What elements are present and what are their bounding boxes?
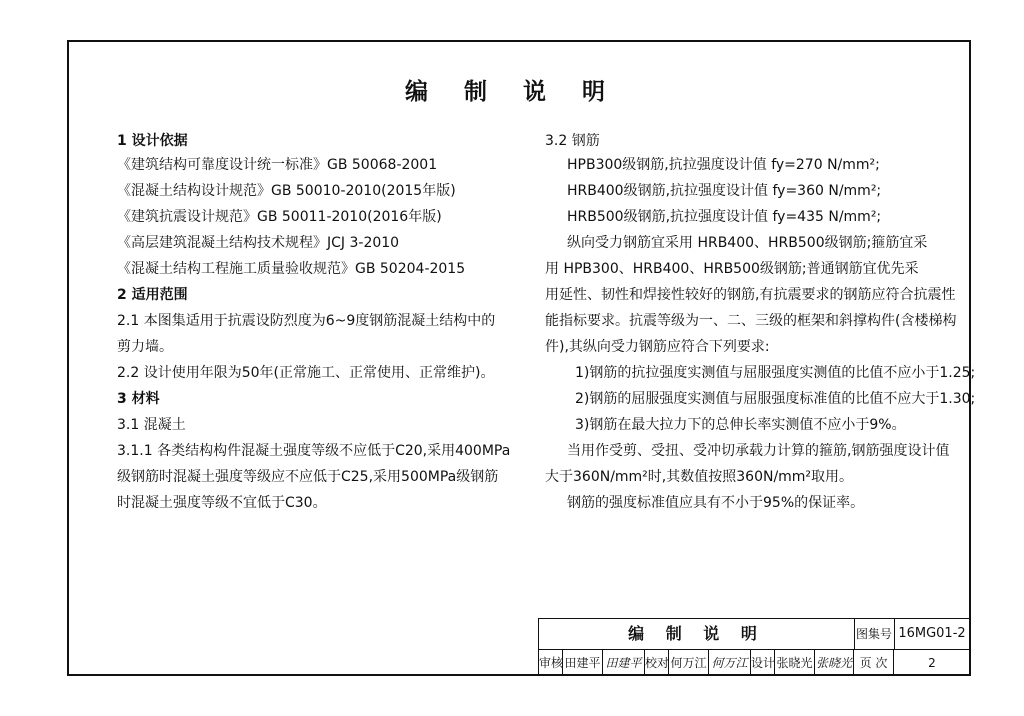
paragraph-line: 3.1.1 各类结构构件混凝土强度等级不应低于C20,采用400MPa xyxy=(117,443,511,459)
atlas-number-label: 图集号 xyxy=(854,619,895,649)
paragraph-line: 大于360N/mm²时,其数值按照360N/mm²取用。 xyxy=(545,469,854,485)
title-block-signature-row xyxy=(539,649,970,676)
checker-signature: 何万江 xyxy=(709,650,751,676)
checker-name: 何万江 xyxy=(669,650,709,676)
reviewer-name: 田建平 xyxy=(563,650,603,676)
paragraph-line: 级钢筋时混凝土强度等级应不应低于C25,采用500MPa级钢筋 xyxy=(117,469,499,485)
atlas-number: 16MG01-2 xyxy=(898,626,966,641)
subsection-heading-concrete: 3.1 混凝土 xyxy=(117,417,186,433)
requirement-item: 3)钢筋在最大拉力下的总伸长率实测值不应小于9%。 xyxy=(575,417,906,433)
paragraph-line: 用 HPB300、HRB400、HRB500级钢筋;普通钢筋宜优先采 xyxy=(545,261,919,277)
requirement-item: 1)钢筋的抗拉强度实测值与屈服强度实测值的比值不应小于1.25; xyxy=(575,365,976,381)
page-label: 页 次 xyxy=(854,650,894,676)
standard-item: 《混凝土结构设计规范》GB 50010-2010(2015年版) xyxy=(117,183,456,199)
paragraph-line: 用延性、韧性和焊接性较好的钢筋,有抗震要求的钢筋应符合抗震性 xyxy=(545,287,956,303)
design-label: 设计 xyxy=(751,650,775,676)
paragraph-line: 2.1 本图集适用于抗震设防烈度为6~9度钢筋混凝土结构中的 xyxy=(117,313,496,329)
section-heading-materials: 3 材料 xyxy=(117,391,160,407)
section-heading-scope: 2 适用范围 xyxy=(117,287,188,303)
drawing-frame xyxy=(67,40,971,676)
paragraph-line: 件),其纵向受力钢筋应符合下列要求: xyxy=(545,339,770,355)
standard-item: 《建筑结构可靠度设计统一标准》GB 50068-2001 xyxy=(117,157,438,173)
designer-name: 张晓光 xyxy=(775,650,815,676)
paragraph-line: 剪力墙。 xyxy=(117,339,173,355)
standard-item: 《混凝土结构工程施工质量验收规范》GB 50204-2015 xyxy=(117,261,466,277)
paragraph-line: 纵向受力钢筋宜采用 HRB400、HRB500级钢筋;箍筋宜采 xyxy=(567,235,928,251)
section-heading-design-basis: 1 设计依据 xyxy=(117,133,188,149)
paragraph-line: 2.2 设计使用年限为50年(正常施工、正常使用、正常维护)。 xyxy=(117,365,495,381)
standard-item: 《高层建筑混凝土结构技术规程》JCJ 3-2010 xyxy=(117,235,400,251)
check-label: 校对 xyxy=(645,650,669,676)
rebar-grade-line: HRB500级钢筋,抗拉强度设计值 fy=435 N/mm²; xyxy=(567,209,882,225)
rebar-grade-line: HPB300级钢筋,抗拉强度设计值 fy=270 N/mm²; xyxy=(567,157,880,173)
paragraph-line: 时混凝土强度等级不宜低于C30。 xyxy=(117,495,327,511)
title-block xyxy=(538,618,969,674)
paragraph-line: 当用作受剪、受扭、受冲切承载力计算的箍筋,钢筋强度设计值 xyxy=(567,443,950,459)
rebar-grade-line: HRB400级钢筋,抗拉强度设计值 fy=360 N/mm²; xyxy=(567,183,882,199)
title-block-drawing-name: 编 制 说 明 xyxy=(539,619,855,649)
requirement-item: 2)钢筋的屈服强度实测值与屈服强度标准值的比值不应大于1.30; xyxy=(575,391,976,407)
designer-signature: 张晓光 xyxy=(815,650,854,676)
paragraph-line: 能指标要求。抗震等级为一、二、三级的框架和斜撑构件(含楼梯构 xyxy=(545,313,957,329)
standard-item: 《建筑抗震设计规范》GB 50011-2010(2016年版) xyxy=(117,209,442,225)
paragraph-line: 钢筋的强度标准值应具有不小于95%的保证率。 xyxy=(567,495,865,511)
review-label: 审核 xyxy=(539,650,563,676)
page-number: 2 xyxy=(928,656,936,670)
reviewer-signature: 田建平 xyxy=(603,650,645,676)
subsection-heading-rebar: 3.2 钢筋 xyxy=(545,133,600,149)
page-title: 编 制 说 明 xyxy=(404,79,620,105)
